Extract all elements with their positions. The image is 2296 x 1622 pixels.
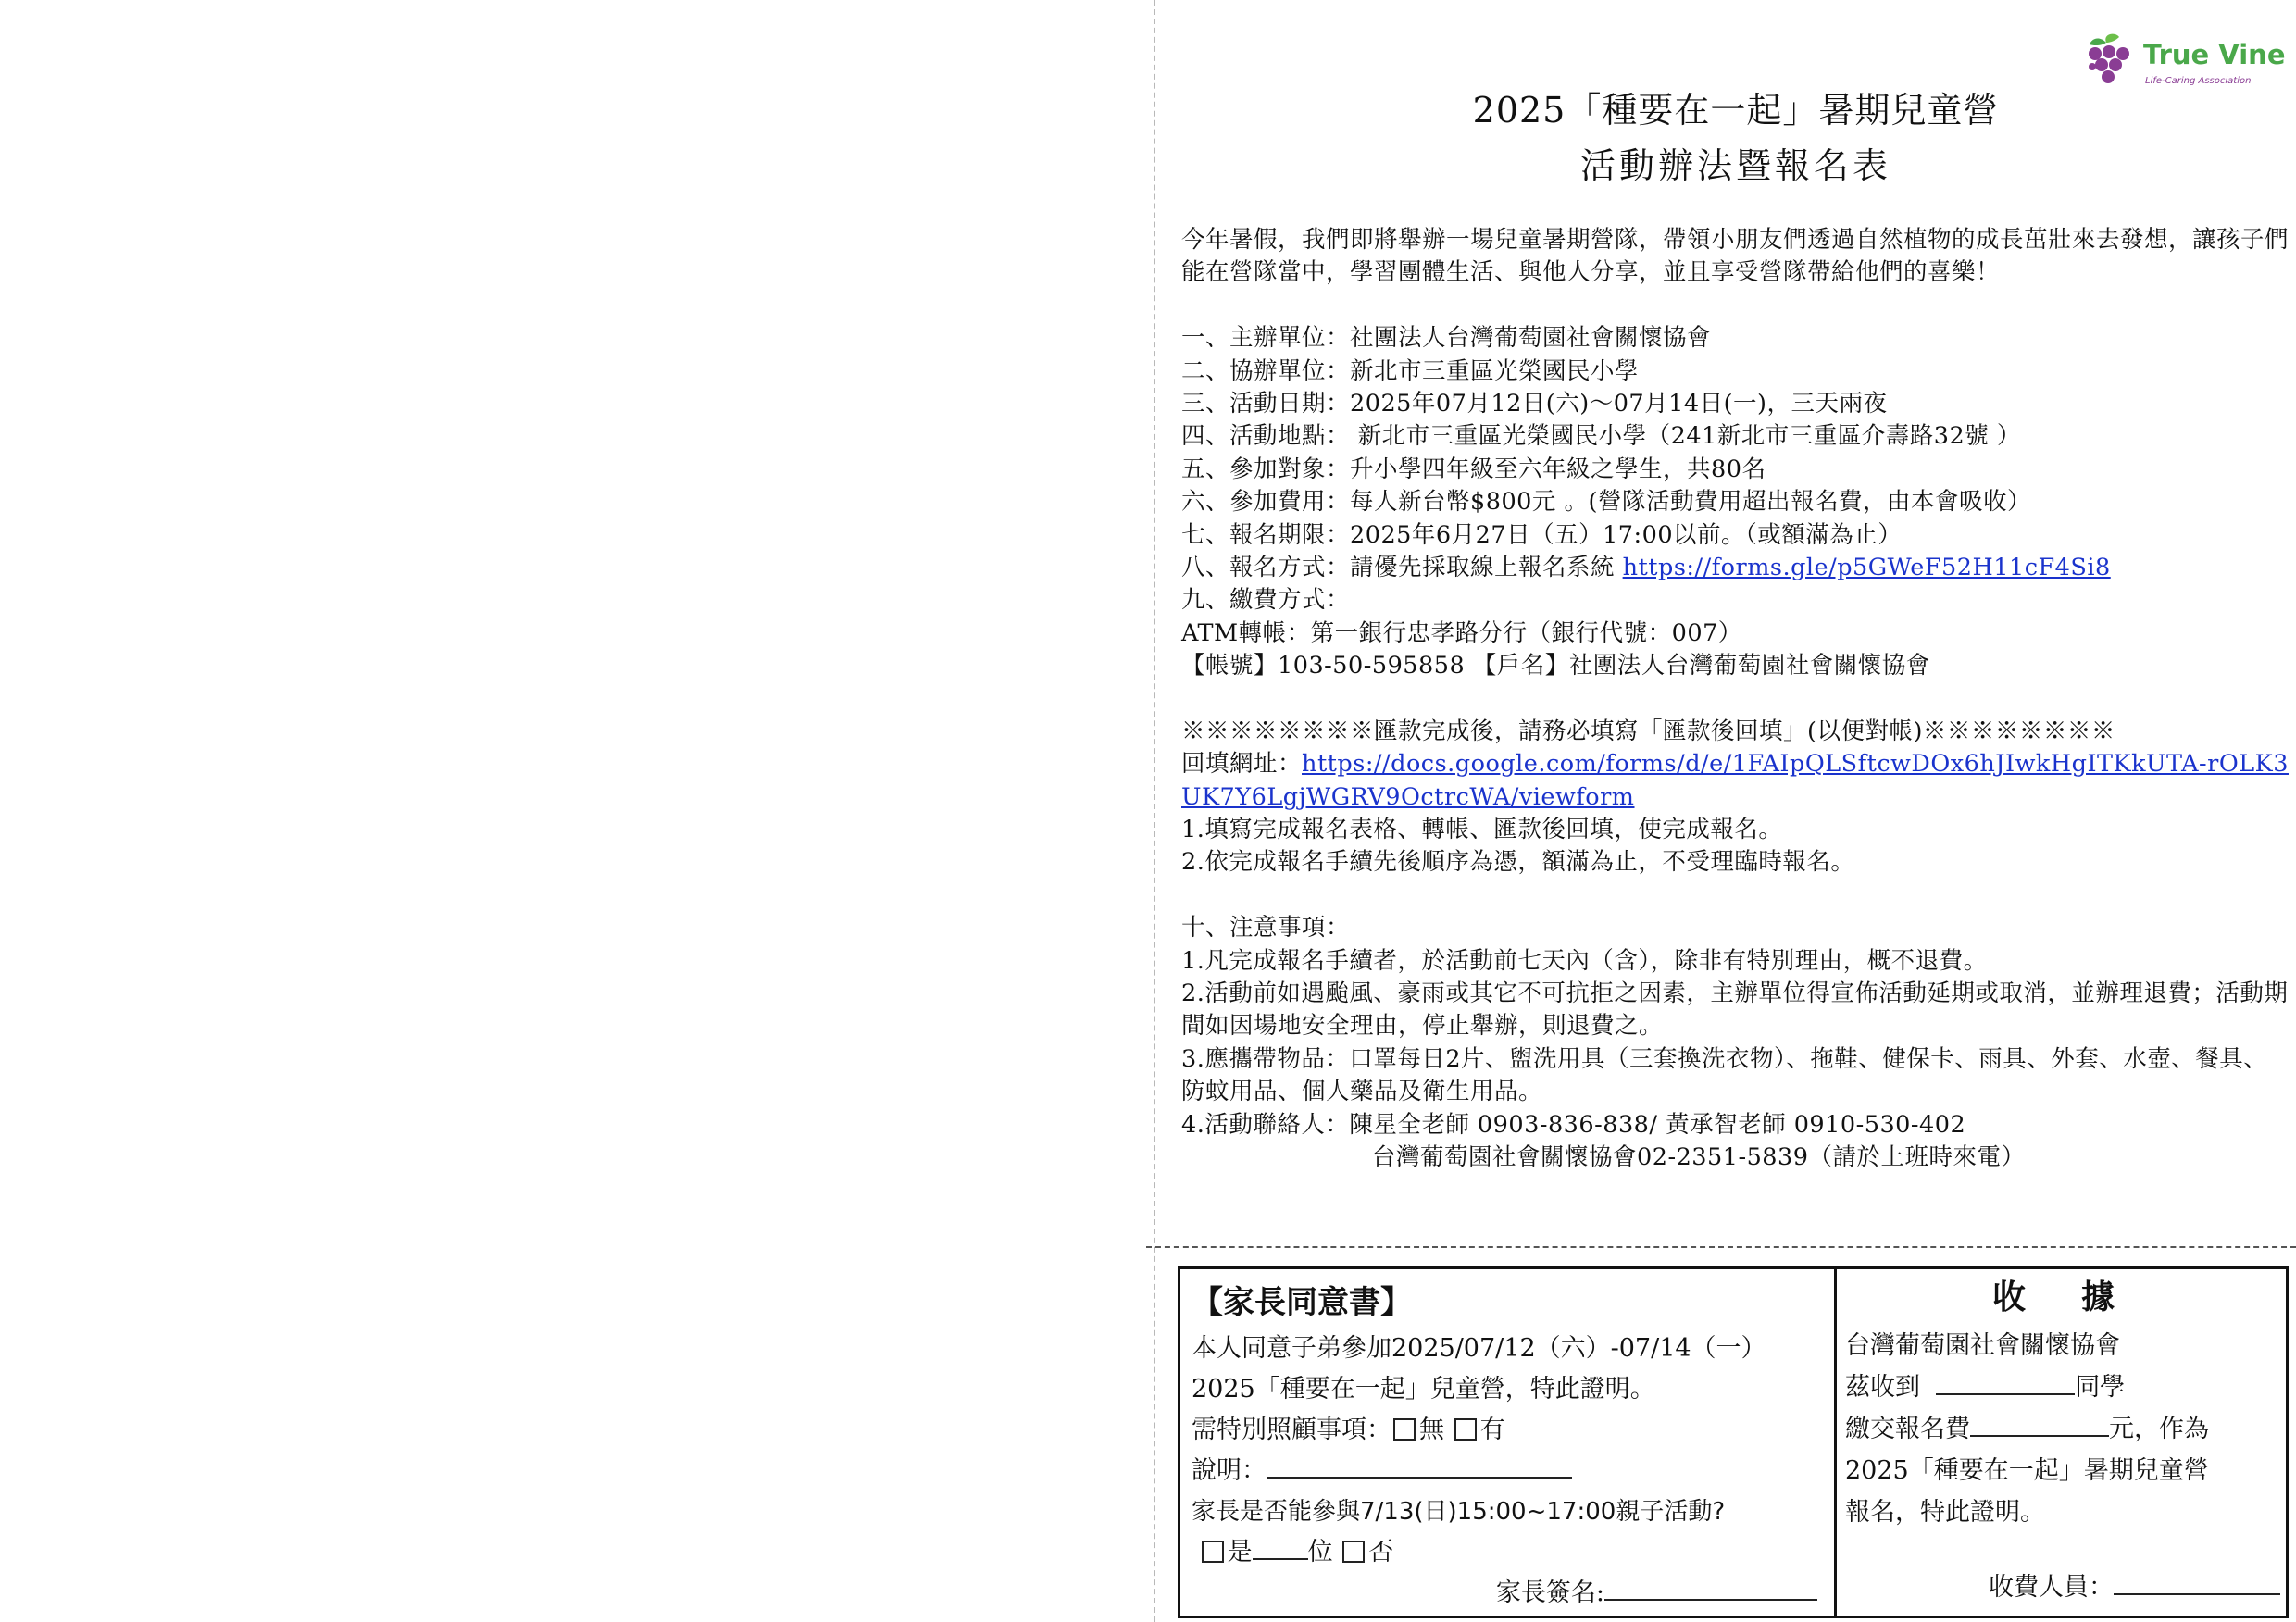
participate-yes-label: 是: [1227, 1538, 1253, 1566]
care-none-checkbox[interactable]: [1393, 1418, 1416, 1441]
remit-form-link[interactable]: https://docs.google.com/forms/d/e/1FAIpQLSftcwDOx6hJIwkHgITKkUTA-rOLK3UK7Y6LgjWGRV9OctrcWA/viewform: [1181, 750, 2289, 811]
special-care-row: [1192, 1410, 1821, 1451]
slip-divider: [1834, 1269, 1837, 1616]
participation-row: [1192, 1532, 1821, 1573]
fee-amount-field[interactable]: [1970, 1411, 2109, 1437]
fee-prefix: 繳交報名費: [1845, 1415, 1970, 1443]
parent-signature-label: 家長簽名:: [1495, 1578, 1604, 1607]
intro-paragraph: 今年暑假，我們即將舉辦一場兒童暑期營隊，帶領小朋友們透過自然植物的成長茁壯來去發想，讓孩子們能在營隊當中，學習團體生活、與他人分享，並且享受營隊帶給他們的喜樂！: [1181, 226, 2290, 287]
remit-url-label: 回填網址：: [1181, 750, 1303, 779]
consent-line-1: 本人同意子弟參加2025/07/12（六）-07/14（一）: [1192, 1334, 1766, 1363]
received-row: [1845, 1366, 2280, 1408]
note-4: 4.活動聯絡人：陳星全老師 0903-836-838/ 黃承智老師 0910-530-402: [1181, 1110, 1966, 1139]
receipt-closing: 報名，特此證明。: [1845, 1498, 2045, 1527]
student-name-field[interactable]: [1936, 1369, 2075, 1395]
note-3: 3.應攜帶物品：口罩每日2片、盥洗用具（三套換洗衣物）、拖鞋、健保卡、雨具、外套、水壺、餐具、防蚊用品、個人藥品及衛生用品。: [1181, 1044, 2268, 1106]
receipt-form: [1845, 1277, 2280, 1608]
consent-receipt-slip: [1178, 1266, 2289, 1618]
received-suffix: 同學: [2075, 1373, 2126, 1402]
item-location: 四、活動地點： 新北市三重區光榮國民小學（241新北市三重區介壽路32號 ）: [1181, 422, 2021, 451]
collector-signature-field[interactable]: [2114, 1569, 2280, 1595]
consent-line-2: 2025「種要在一起」兒童營，特此證明。: [1192, 1375, 1655, 1404]
care-yes-label: 有: [1479, 1416, 1505, 1444]
receipt-title: 收據: [1991, 1278, 2170, 1316]
participate-no-checkbox[interactable]: [1342, 1541, 1365, 1563]
parent-consent-form: [1192, 1282, 1821, 1614]
cut-line-horizontal: [1146, 1246, 2296, 1248]
item-organizer: 一、主辦單位：社團法人台灣葡萄園社會關懷協會: [1181, 324, 1712, 353]
explain-row: [1192, 1451, 1821, 1491]
note-2: 2.活動前如遇颱風、豪雨或其它不可抗拒之因素，主辦單位得宣佈活動延期或取消，並辦理退費；活動期間如因場地安全理由，停止舉辦，則退費之。: [1181, 979, 2289, 1041]
item-payment: 九、繳費方式：: [1181, 586, 1351, 615]
remit-url-line: [1181, 748, 2289, 814]
rules-body: [1181, 224, 2289, 1174]
participate-no-label: 否: [1368, 1538, 1394, 1566]
remit-notice: ※※※※※※※※匯款完成後，請務必填寫「匯款後回填」(以便對帳)※※※※※※※※: [1181, 717, 2115, 745]
item-signup: [1181, 552, 2289, 584]
parent-participation-question: 家長是否能參與7/13(日)15:00~17:00親子活動?: [1192, 1498, 1726, 1526]
logo-subtitle: Life-Caring Association: [2145, 76, 2252, 86]
receipt-purpose: 2025「種要在一起」暑期兒童營: [1845, 1456, 2209, 1485]
note-1: 1.凡完成報名手續者，於活動前七天內（含），除非有特別理由，概不退費。: [1181, 946, 1988, 975]
participant-count-field[interactable]: [1253, 1534, 1308, 1560]
received-prefix: 茲收到: [1845, 1373, 1928, 1402]
participant-unit: 位: [1307, 1538, 1333, 1566]
signup-label: 八、報名方式：請優先採取線上報名系統: [1181, 553, 1623, 581]
atm-info: ATM轉帳：第一銀行忠孝路分行（銀行代號：007）: [1181, 618, 1742, 647]
item-deadline: 七、報名期限：2025年6月27日（五）17:00以前。（或額滿為止）: [1181, 520, 1903, 549]
care-yes-checkbox[interactable]: [1454, 1418, 1477, 1441]
parent-signature-field[interactable]: [1604, 1575, 1817, 1601]
remit-step-1: 1.填寫完成報名表格、轉帳、匯款後回填，使完成報名。: [1181, 816, 1783, 844]
fee-row: [1845, 1408, 2280, 1450]
receipt-org: 台灣葡萄園社會關懷協會: [1845, 1331, 2120, 1360]
item-fee: 六、參加費用：每人新台幣$800元 。(營隊活動費用超出報名費，由本會吸收）: [1181, 488, 2031, 517]
notes-heading: 十、注意事項：: [1181, 914, 1351, 942]
consent-title: 【家長同意書】: [1192, 1284, 1412, 1321]
item-date: 三、活動日期：2025年07月12日(六)～07月14日(一)，三天兩夜: [1181, 389, 1888, 418]
participate-yes-checkbox[interactable]: [1202, 1541, 1224, 1563]
fold-line-vertical: [1154, 0, 1155, 1622]
collector-label: 收費人員：: [1989, 1573, 2114, 1602]
signup-form-link[interactable]: https://forms.gle/p5GWeF52H11cF4Si8: [1622, 553, 2111, 581]
note-4-contact: 台灣葡萄園社會關懷協會02-2351-5839（請於上班時來電）: [1372, 1143, 2026, 1172]
remit-step-2: 2.依完成報名手續先後順序為憑，額滿為止，不受理臨時報名。: [1181, 848, 1855, 877]
fee-suffix: 元，作為: [2109, 1415, 2209, 1443]
account-info: 【帳號】103-50-595858 【戶名】社團法人台灣葡萄園社會關懷協會: [1181, 652, 1930, 680]
page-subtitle: 活動辦法暨報名表: [1579, 145, 1891, 186]
item-participants: 五、參加對象：升小學四年級至六年級之學生，共80名: [1181, 455, 1766, 483]
care-none-label: 無: [1419, 1416, 1444, 1444]
item-co-organizer: 二、協辦單位：新北市三重區光榮國民小學: [1181, 356, 1640, 385]
page-title: 2025「種要在一起」暑期兒童營: [1472, 90, 2000, 131]
collector-row: [1845, 1566, 2280, 1608]
explain-label: 說明：: [1192, 1456, 1267, 1485]
special-care-label: 需特別照顧事項：: [1192, 1416, 1391, 1444]
logo-name: True Vine: [2143, 39, 2286, 70]
explain-field[interactable]: [1267, 1453, 1572, 1479]
parent-signature-row: [1192, 1573, 1821, 1614]
